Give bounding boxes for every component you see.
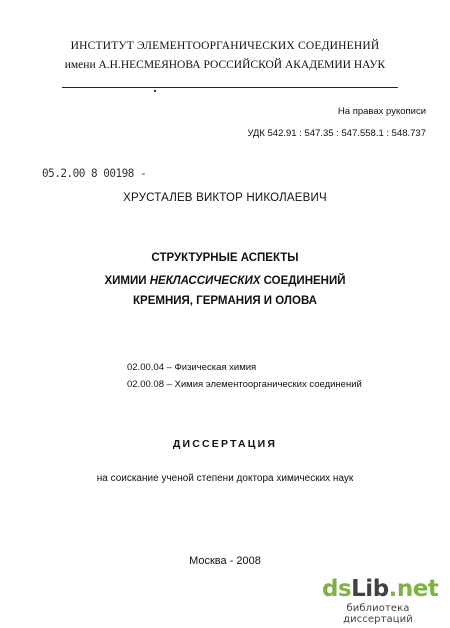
specialty-physical-chemistry: 02.00.04 – Физическая химия [127, 362, 257, 373]
udc-code: УДК 542.91 : 547.35 : 547.558.1 : 548.737 [247, 128, 426, 139]
institute-name-line2: имени А.Н.НЕСМЕЯНОВА РОССИЙСКОЙ АКАДЕМИИ НАУК [64, 59, 386, 71]
title-line2 [0, 275, 450, 287]
logo-net: .net [388, 576, 439, 602]
logo-lib: Lib [351, 576, 389, 602]
dslib-logo [322, 576, 439, 602]
library-stamp-number: 05.2.00 8 00198 - [42, 166, 147, 181]
specialty-organoelement-chemistry: 02.00.08 – Химия элементоорганических соединений [127, 379, 362, 390]
title-line1: СТРУКТУРНЫЕ АСПЕКТЫ [151, 252, 299, 264]
author-name: ХРУСТАЛЕВ ВИКТОР НИКОЛАЕВИЧ [123, 192, 327, 204]
header-divider [62, 87, 398, 88]
dslib-watermark[interactable] [322, 576, 439, 625]
place-year: Москва - 2008 [189, 555, 261, 567]
degree-statement: на соискание ученой степени доктора химических наук [96, 473, 354, 484]
title-line3: КРЕМНИЯ, ГЕРМАНИЯ И ОЛОВА [133, 295, 317, 307]
logo-ds: ds [322, 576, 352, 602]
title-line2-end: СОЕДИНЕНИЙ [260, 275, 346, 287]
institute-name-line1: ИНСТИТУТ ЭЛЕМЕНТООРГАНИЧЕСКИХ СОЕДИНЕНИЙ [70, 40, 380, 52]
manuscript-rights-note: На правах рукописи [337, 106, 426, 117]
document-type: ДИССЕРТАЦИЯ [172, 438, 278, 450]
title-line2-start: ХИМИИ [104, 275, 150, 287]
watermark-subtitle: библиотека диссертаций [343, 603, 413, 625]
dot-mark [154, 90, 156, 92]
title-line2-italic: НЕКЛАССИЧЕСКИХ [149, 275, 261, 287]
